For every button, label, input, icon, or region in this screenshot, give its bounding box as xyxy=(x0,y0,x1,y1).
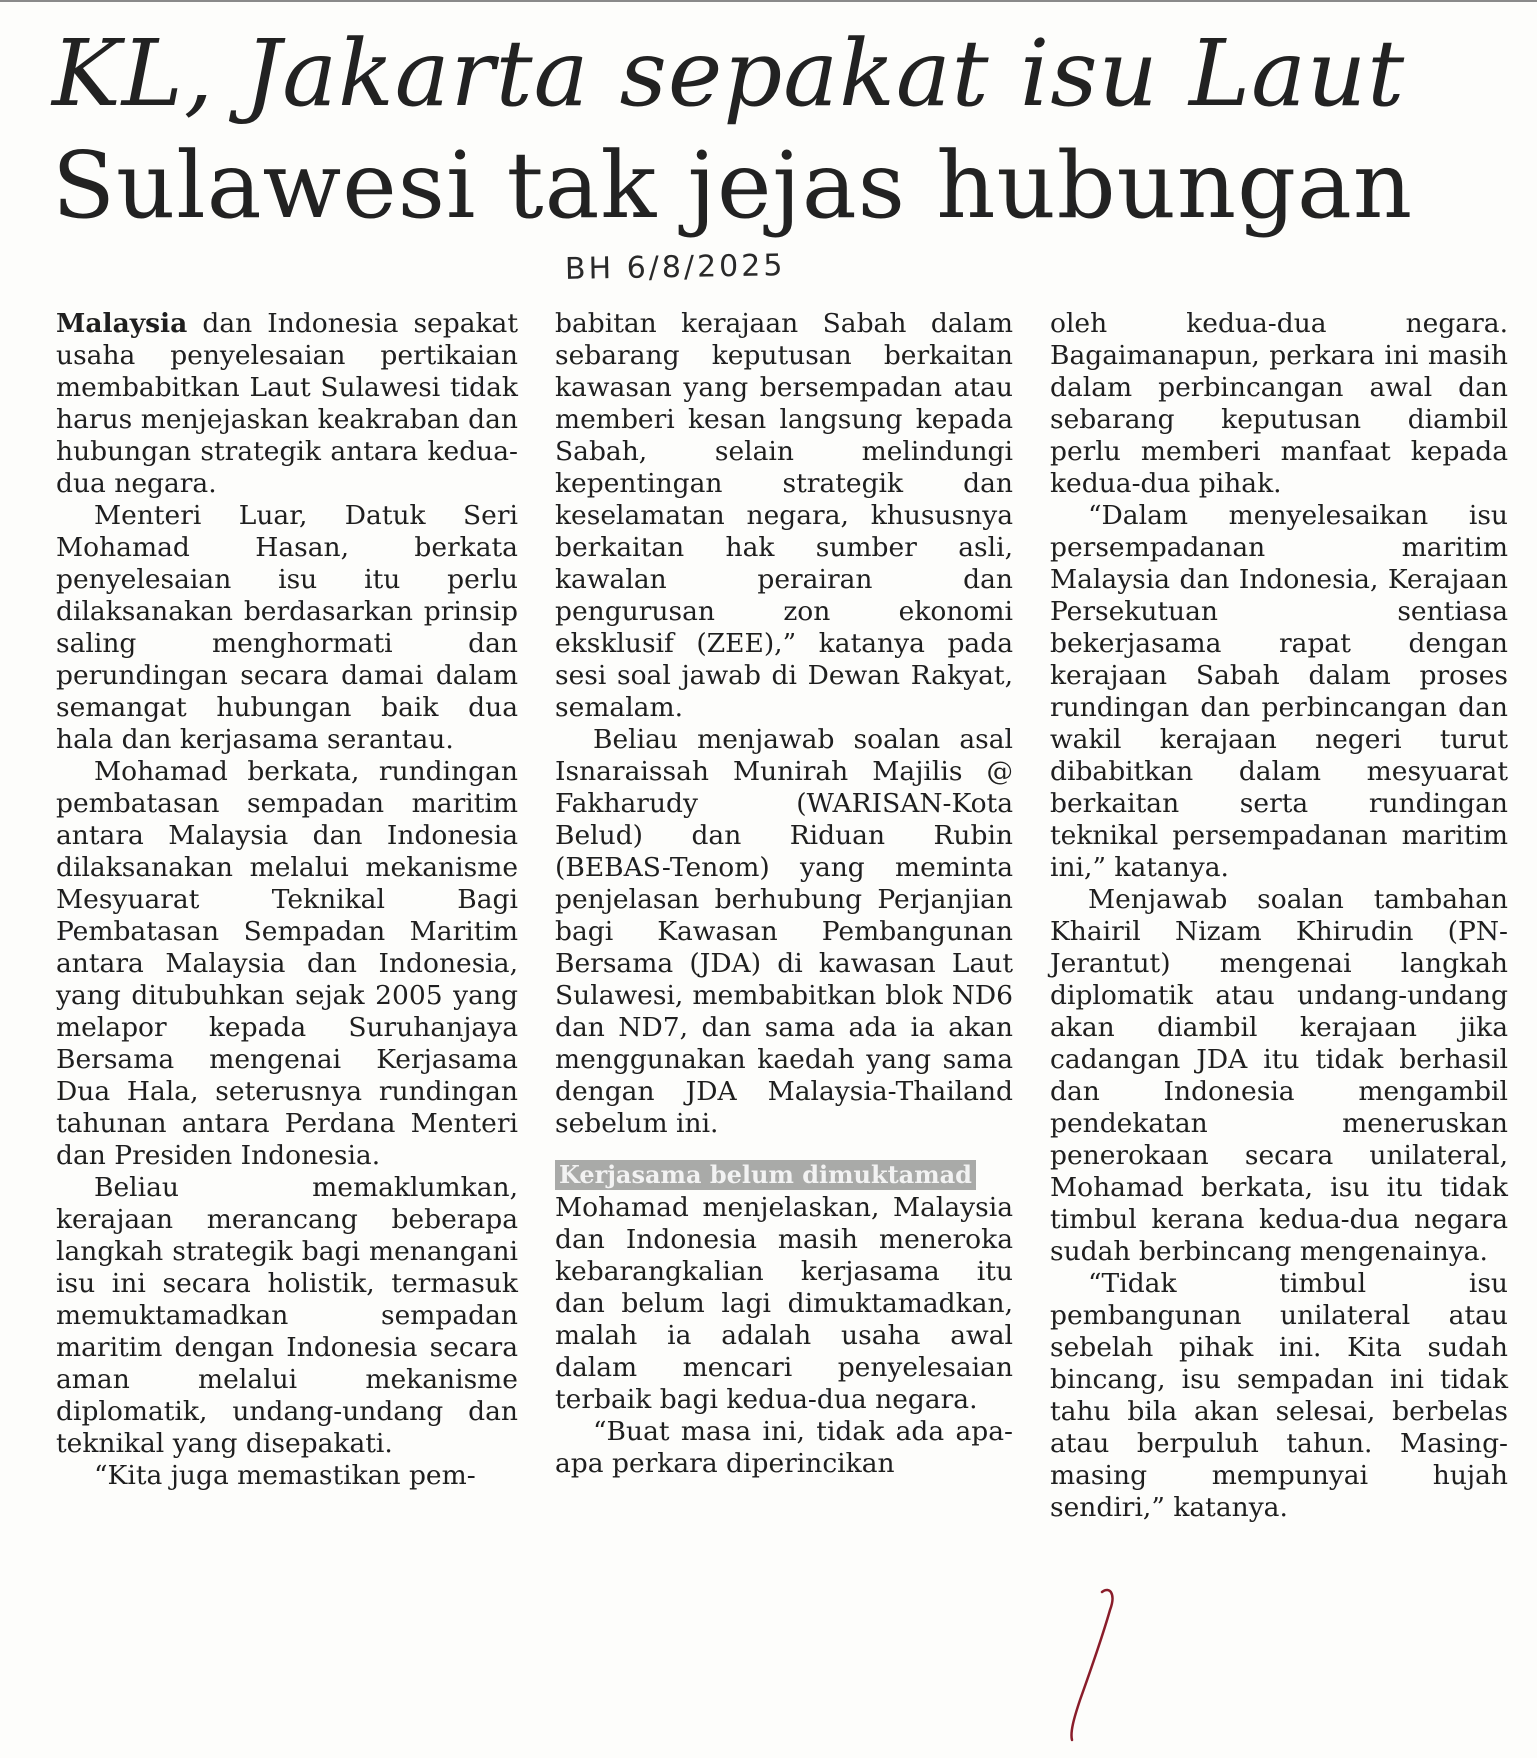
paragraph: Mohamad menjelaskan, Malaysia dan Indonesia masih meneroka kebarangkalian kerjasama itu dan belum lagi dimuktamadkan, malah ia adalah usaha awal dalam mencari penyelesaian terbaik bagi kedua-dua negara. xyxy=(555,1192,1013,1415)
headline-line-2: Sulawesi tak jejas hubungan xyxy=(52,132,1414,239)
paragraph: Beliau memaklumkan, kerajaan merancang beberapa langkah strategik bagi menangani isu ini secara holistik, termasuk memuktamadkan sempadan maritim dengan Indonesia secara aman melalui mekanisme diplomatik, undang-undang dan teknikal yang disepakati. xyxy=(56,1172,518,1459)
article-column-1 xyxy=(56,308,518,1492)
article-column-3 xyxy=(1050,308,1508,1524)
paragraph xyxy=(56,308,518,500)
paragraph: Mohamad berkata, rundingan pembatasan sempadan maritim antara Malaysia dan Indonesia dilaksanakan melalui mekanisme Mesyuarat Teknikal Bagi Pembatasan Sempadan Maritim antara Malaysia dan Indonesia, yang ditubuhkan sejak 2005 yang melapor kepada Suruhanjaya Bersama mengenai Kerjasama Dua Hala, seterusnya rundingan tahunan antara Perdana Menteri dan Presiden Indonesia. xyxy=(56,756,518,1171)
spacer xyxy=(555,1140,1013,1146)
headline-line-1: KL, Jakarta sepakat isu Laut xyxy=(52,20,1406,127)
paragraph: oleh kedua-dua negara. Bagaimanapun, perkara ini masih dalam perbincangan awal dan sebarang keputusan diambil perlu memberi manfaat kepada kedua-dua pihak. xyxy=(1050,308,1508,499)
headline xyxy=(52,18,1522,242)
handwritten-date-note: BH 6/8/2025 xyxy=(564,248,786,287)
handwritten-mark-icon xyxy=(1050,1580,1130,1750)
paragraph: Menteri Luar, Datuk Seri Mohamad Hasan, berkata penyelesaian isu itu perlu dilaksanakan berdasarkan prinsip saling menghormati dan perundingan secara damai dalam semangat hubungan baik dua hala dan kerjasama serantau. xyxy=(56,500,518,755)
paragraph: Beliau menjawab soalan asal Isnaraissah Munirah Majilis @ Fakharudy (WARISAN-Kota Belud) dan Riduan Rubin (BEBAS-Tenom) yang meminta penjelasan berhubung Perjanjian bagi Kawasan Pembangunan Bersama (JDA) di kawasan Laut Sulawesi, membabitkan blok ND6 dan ND7, dan sama ada ia akan menggunakan kaedah yang sama dengan JDA Malaysia-Thailand sebelum ini. xyxy=(555,724,1013,1139)
subheading: Kerjasama belum dimuktamad xyxy=(555,1160,976,1190)
top-rule xyxy=(0,0,1537,2)
paragraph-text: dan Indonesia sepakat usaha penyelesaian pertikaian membabitkan Laut Sulawesi tidak harus menjejaskan keakraban dan hubungan strategik antara kedua-dua negara. xyxy=(56,308,518,499)
paragraph: “Tidak timbul isu pembangunan unilateral atau sebelah pihak ini. Kita sudah bincang, isu sempadan ini tidak tahu bila akan selesai, berbelas atau berpuluh tahun. Masing-masing mempunyai hujah sendiri,” katanya. xyxy=(1050,1268,1508,1523)
lead-word: Malaysia xyxy=(56,308,188,339)
paragraph: Menjawab soalan tambahan Khairil Nizam Khirudin (PN-Jerantut) mengenai langkah diplomatik atau undang-undang akan diambil kerajaan jika cadangan JDA itu tidak berhasil dan Indonesia mengambil pendekatan meneruskan penerokaan secara unilateral, Mohamad berkata, isu itu tidak timbul kerana kedua-dua negara sudah berbincang mengenainya. xyxy=(1050,884,1508,1267)
paragraph: “Kita juga memastikan pem- xyxy=(94,1460,476,1491)
article-column-2 xyxy=(555,308,1013,1480)
paragraph: babitan kerajaan Sabah dalam sebarang keputusan berkaitan kawasan yang bersempadan atau memberi kesan langsung kepada Sabah, selain melindungi kepentingan strategik dan keselamatan negara, khususnya berkaitan hak sumber asli, kawalan perairan dan pengurusan zon ekonomi eksklusif (ZEE),” katanya pada sesi soal jawab di Dewan Rakyat, semalam. xyxy=(555,308,1013,723)
paragraph: “Dalam menyelesaikan isu persempadanan maritim Malaysia dan Indonesia, Kerajaan Persekutuan sentiasa bekerjasama rapat dengan kerajaan Sabah dalam proses rundingan dan perbincangan dan wakil kerajaan negeri turut dibabitkan dalam mesyuarat berkaitan serta rundingan teknikal persempadanan maritim ini,” katanya. xyxy=(1050,500,1508,883)
paragraph: “Buat masa ini, tidak ada apa-apa perkara diperincikan xyxy=(555,1416,1013,1479)
